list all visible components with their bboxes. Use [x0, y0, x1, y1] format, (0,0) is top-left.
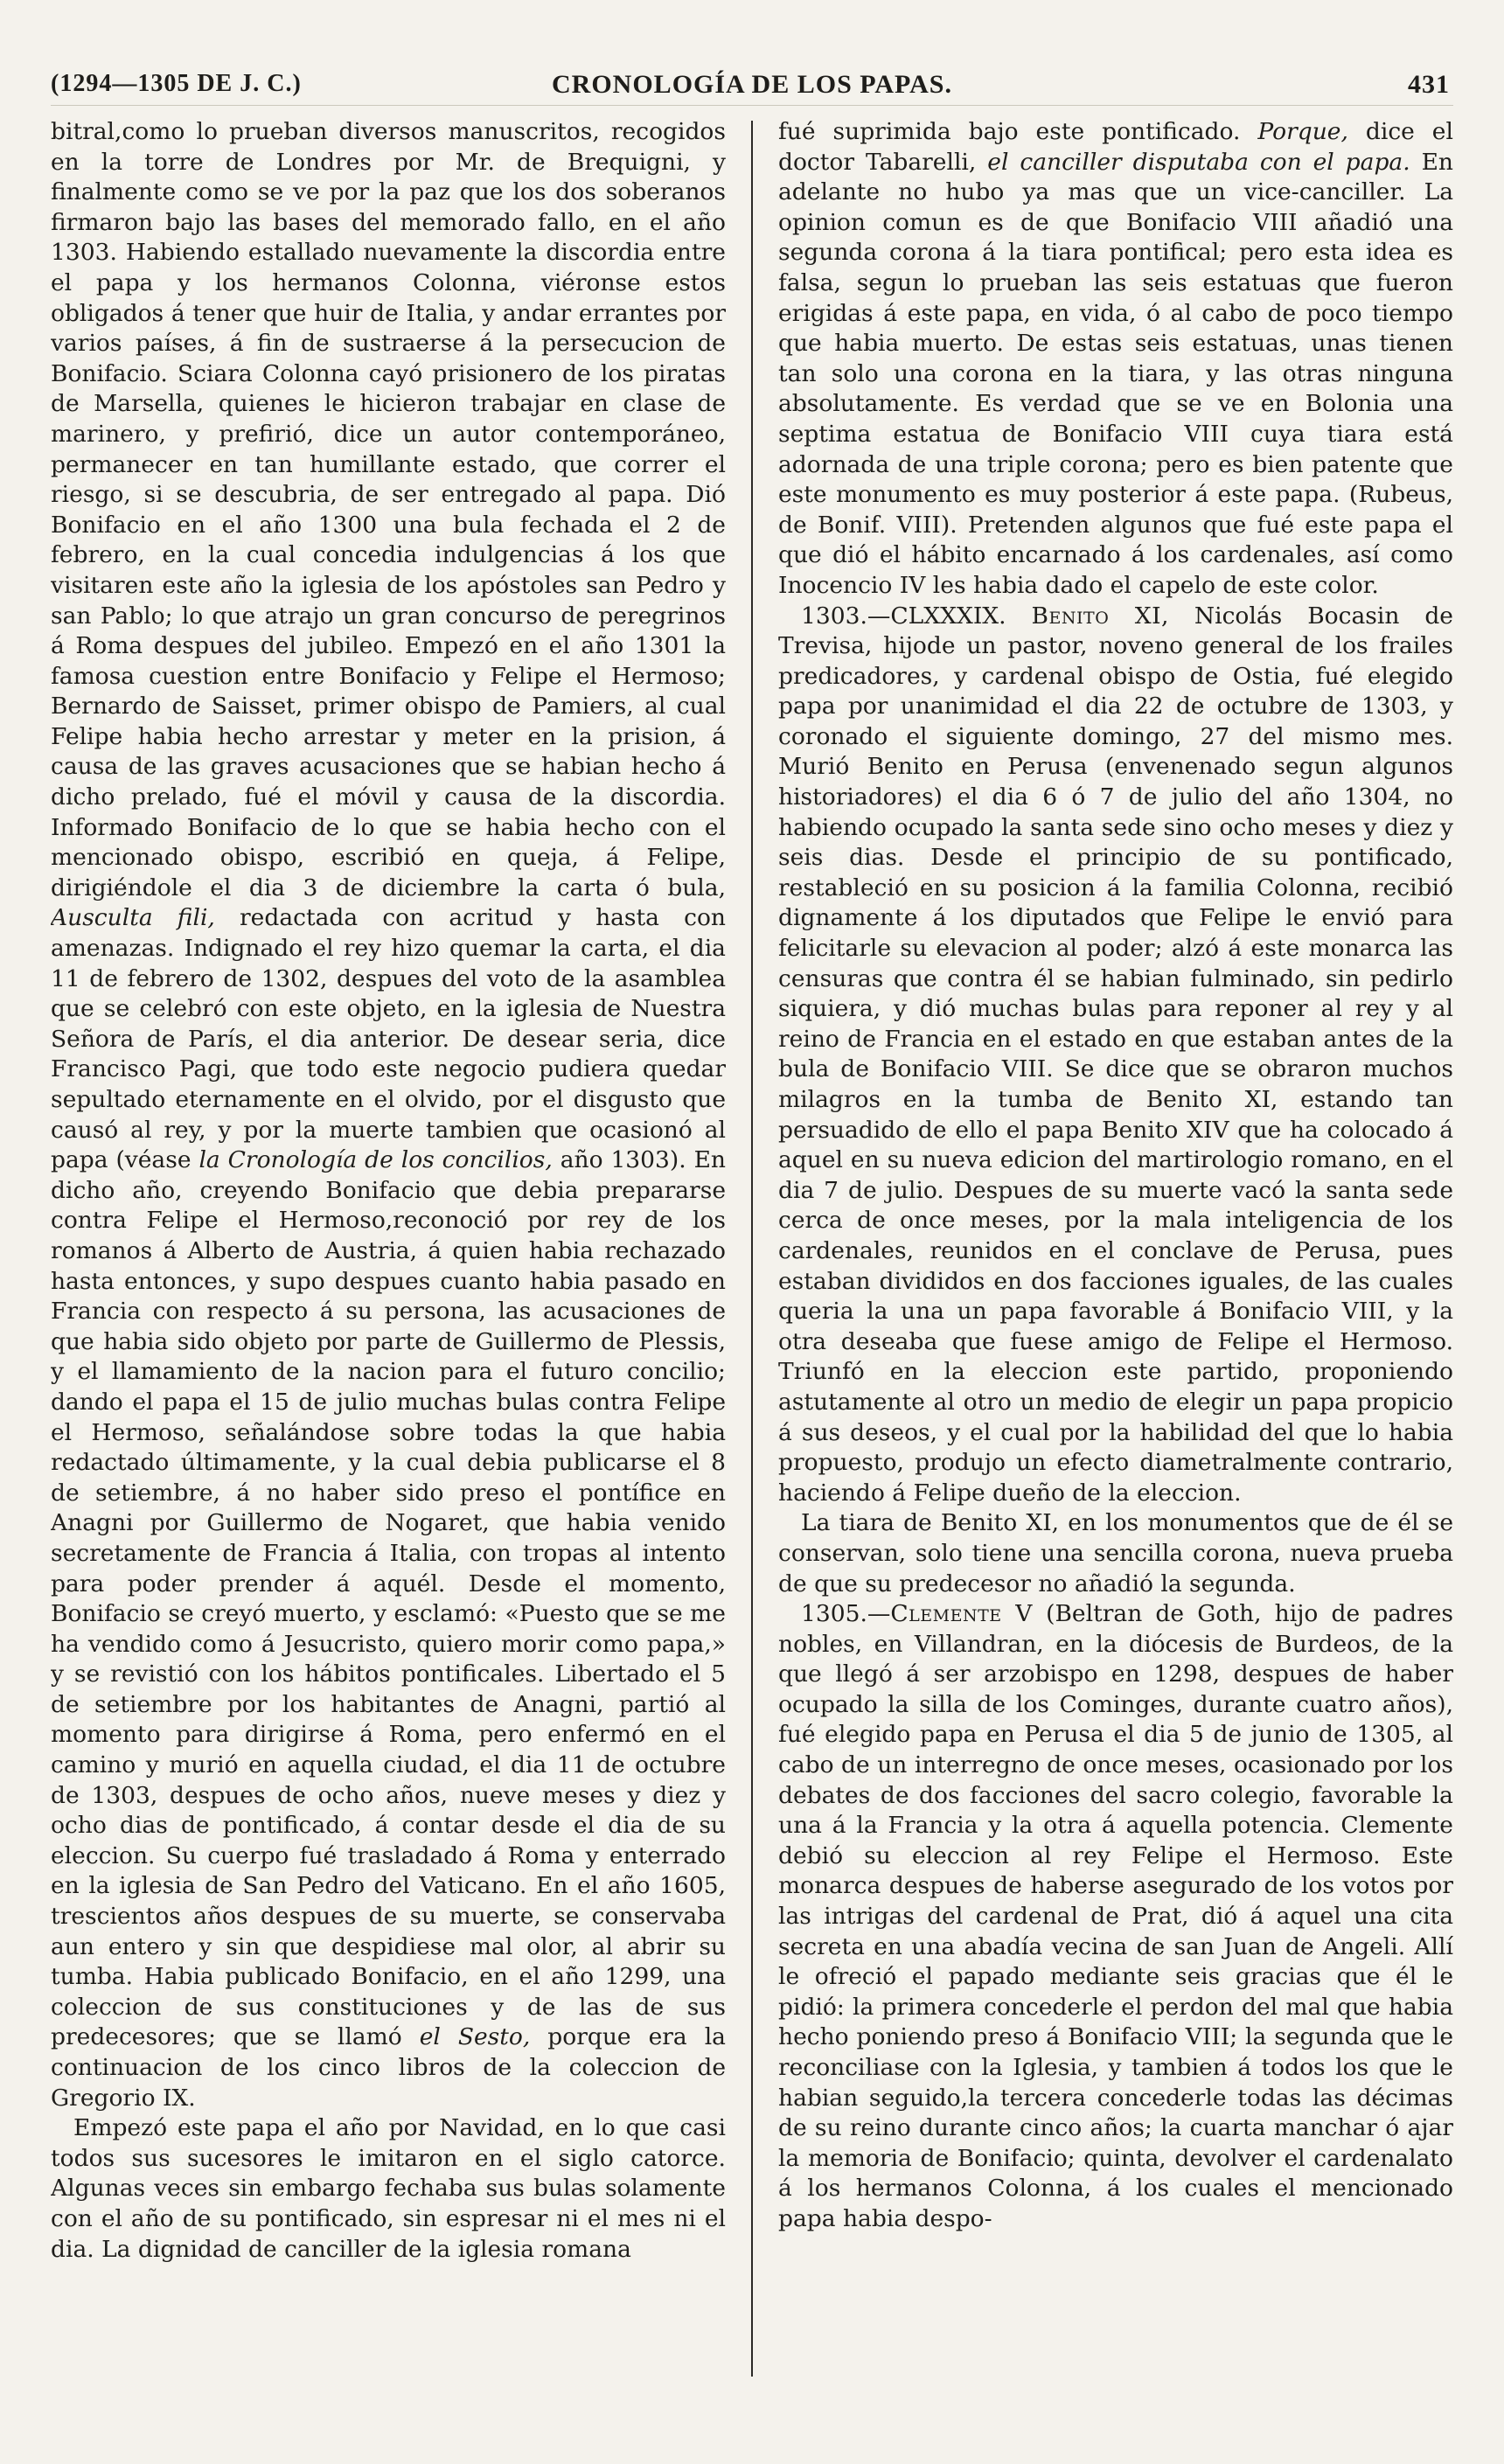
pope-name: Benito XI, [1031, 602, 1169, 630]
running-head [51, 65, 1453, 106]
header-date-range: (1294—1305 DE J. C.) [51, 70, 302, 97]
text-columns [51, 117, 1453, 2426]
page-number: 431 [1408, 70, 1450, 99]
entry-number: 1305.— [801, 1600, 891, 1628]
entry-number: 1303.—CLXXXIX. [801, 602, 1006, 630]
paragraph-navidad: Empezó este papa el año por Navidad, en lo que casi todos sus sucesores le imitaron en el siglo catorce. Algunas veces sin embargo fechaba sus bulas solamente con el año de su pontificado, sin espresar ni el mes ni el dia. La dignidad de canciller de la iglesia romana [51, 2114, 726, 2263]
left-column [51, 117, 726, 2426]
sexto-title: el Sesto, [419, 2023, 531, 2051]
entry-clemente-v: 1305.—Clemente V (Beltran de Goth, hijo de padres nobles, en Villandran, en la diócesis de Burdeos, de la que llegó á ser arzobispo en 1298, despues de haber ocupado la silla de los Cominges, durante cuatro años), fué elegido papa en Perusa el dia 5 de junio de 1305, al cabo de un interregno de once meses, ocasionado por los debates de dos facciones del sacro colegio, favorable la una á la Francia y la otra á aquella potencia. Clemente debió su eleccion al rey Felipe el Hermoso. Este monarca despues de haberse asegurado de los votos por las intrigas del cardenal de Prat, dió á aquel una cita secreta en una abadía vecina de san Juan de Angeli. Allí le ofreció el papado mediante seis gracias que él le pidió: la primera concederle el perdon del mal que habia hecho poniendo preso á Bonifacio VIII; la segunda que le reconciliase con la Iglesia, y tambien á todos los que le habian seguido,la tercera concederle todas las décimas de su reino durante cinco años; la cuarta manchar ó ajar la memoria de Bonifacio; quinta, devolver el cardenalato á los hermanos Colonna, á los cuales el mencionado papa habia despo- [778, 1600, 1453, 2232]
right-column [778, 117, 1453, 2426]
cronologia-reference: la Cronología de los concilios, [198, 1146, 553, 1174]
paragraph-tiara: fué suprimida bajo este pontificado. Porque, dice el doctor Tabarelli, el canciller disputaba con el papa. En adelante no hubo ya mas que un vice-canciller. La opinion comun es de que Bonifacio VIII añadió una segunda corona á la tiara pontifical; pero esta idea es falsa, segun lo prueban las seis estatuas que fueron erigidas á este papa, en vida, ó al cabo de poco tiempo que habia muerto. De estas seis estatuas, unas tienen tan solo una corona en la tiara, y las otras ninguna absolutamente. Es verdad que se ve en Bolonia una septima estatua de Bonifacio VIII cuya tiara está adornada de una triple corona; pero es bien patente que este monumento es muy posterior á este papa. (Rubeus, de Bonif. VIII). Pretenden algunos que fué este papa el que dió el hábito encarnado á los cardenales, así como Inocencio IV les habia dado el capelo de este color. [778, 118, 1453, 599]
pope-name: Clemente V [890, 1600, 1033, 1628]
bula-title: Ausculta fili, [51, 904, 215, 932]
header-title: CRONOLOGÍA DE LOS PAPAS. [552, 70, 952, 99]
column-divider [751, 121, 753, 2377]
tabarelli-quote: el canciller disputaba con el papa. [987, 148, 1410, 176]
paragraph-tiara-benito: La tiara de Benito XI, en los monumentos que de él se conservan, solo tiene una sencilla corona, nueva prueba de que su predecesor no añadió la segunda. [778, 1509, 1453, 1597]
entry-benito-xi: 1303.—CLXXXIX. Benito XI, Nicolás Bocasin de Trevisa, hijode un pastor, noveno general de los frailes predicadores, y cardenal obispo de Ostia, fué elegido papa por unanimidad el dia 22 de octubre de 1303, y coronado el siguiente domingo, 27 del mismo mes. Murió Benito en Perusa (envenenado segun algunos historiadores) el dia 6 ó 7 de julio del año 1304, no habiendo ocupado la santa sede sino ocho meses y diez y seis dias. Desde el principio de su pontificado, restableció en su posicion á la familia Colonna, recibió dignamente á los diputados que Felipe le envió para felicitarle su elevacion al poder; alzó á este monarca las censuras que contra él se habian fulminado, sin pedirlo siquiera, y dió muchas bulas para reponer al rey y al reino de Francia en el estado en que estaban antes de la bula de Bonifacio VIII. Se dice que se obraron muchos milagros en la tumba de Benito XI, estando tan persuadido de ello el papa Benito XIV que ha colocado á aquel en su nueva edicion del martirologio romano, en el dia 7 de julio. Despues de su muerte vacó la santa sede cerca de once meses, por la mala inteligencia de los cardenales, reunidos en el conclave de Perusa, pues estaban divididos en dos facciones iguales, de las cuales queria la una un papa favorable á Bonifacio VIII, y la otra deseaba que fuese amigo de Felipe el Hermoso. Triunfó en la eleccion este partido, proponiendo astutamente al otro un medio de elegir un papa propicio á sus deseos, y el cual por la habilidad del que lo habia propuesto, produjo un efecto diametralmente contrario, haciendo á Felipe dueño de la eleccion. [778, 602, 1453, 1507]
paragraph-bonifacio: bitral,como lo prueban diversos manuscritos, recogidos en la torre de Londres por Mr. de Brequigni, y finalmente como se ve por la paz que los dos soberanos firmaron bajo las bases del memorado fallo, en el año 1303. Habiendo estallado nuevamente la discordia entre el papa y los hermanos Colonna, viéronse estos obligados á tener que huir de Italia, y andar errantes por varios países, á fin de sustraerse á la persecucion de Bonifacio. Sciara Colonna cayó prisionero de los piratas de Marsella, quienes le hicieron trabajar en clase de marinero, y prefirió, dice un autor contemporáneo, permanecer en tan humillante estado, que correr el riesgo, si se descubria, de ser entregado al papa. Dió Bonifacio en el año 1300 una bula fechada el 2 de febrero, en la cual concedia indulgencias á los que visitaren este año la iglesia de los apóstoles san Pedro y san Pablo; lo que atrajo un gran concurso de peregrinos á Roma despues del jubileo. Empezó en el año 1301 la famosa cuestion entre Bonifacio y Felipe el Hermoso; Bernardo de Saisset, primer obispo de Pamiers, al cual Felipe habia hecho arrestar y meter en la prision, á causa de las graves acusaciones que se habian hecho á dicho prelado, fué el móvil y causa de la discordia. Informado Bonifacio de lo que se habia hecho con el mencionado obispo, escribió en queja, á Felipe, dirigiéndole el dia 3 de diciembre la carta ó bula, Ausculta fili, redactada con acritud y hasta con amenazas. Indignado el rey hizo quemar la carta, el dia 11 de febrero de 1302, despues del voto de la asamblea que se celebró con este objeto, en la iglesia de Nuestra Señora de París, el dia anterior. De desear seria, dice Francisco Pagi, que todo este negocio pudiera quedar sepultado eternamente en el olvido, por el disgusto que causó al rey, y por la muerte tambien que ocasionó al papa (véase la Cronología de los concilios, año 1303). En dicho año, creyendo Bonifacio que debia prepararse contra Felipe el Hermoso,reconoció por rey de los romanos á Alberto de Austria, á quien habia rechazado hasta entonces, y supo despues cuanto habia pasado en Francia con respecto á su persona, las acusaciones de que habia sido objeto por parte de Guillermo de Plessis, y el llamamiento de la nacion para el futuro concilio; dando el papa el 15 de julio muchas bulas contra Felipe el Hermoso, señalándose sobre todas la que habia redactado últimamente, y la cual debia publicarse el 8 de setiembre, á no haber sido preso el pontífice en Anagni por Guillermo de Nogaret, que habia venido secretamente de Francia á Italia, con tropas al intento para poder prender á aquél. Desde el momento, Bonifacio se creyó muerto, y esclamó: «Puesto que se me ha vendido como á Jesucristo, quiero morir como papa,» y se revistió con los hábitos pontificales. Libertado el 5 de setiembre por los habitantes de Anagni, partió al momento para dirigirse á Roma, pero enfermó en el camino y murió en aquella ciudad, el dia 11 de octubre de 1303, despues de ocho años, nueve meses y diez y ocho dias de pontificado, á contar desde el dia de su eleccion. Su cuerpo fué trasladado á Roma y enterrado en la iglesia de San Pedro del Vaticano. En el año 1605, trescientos años despues de su muerte, se conservaba aun entero y sin que despidiese mal olor, al abrir su tumba. Habia publicado Bonifacio, en el año 1299, una coleccion de sus constituciones y de las de sus predecesores; que se llamó el Sesto, porque era la continuacion de los cinco libros de la coleccion de Gregorio IX. [51, 118, 726, 2112]
book-page [51, 65, 1453, 2426]
